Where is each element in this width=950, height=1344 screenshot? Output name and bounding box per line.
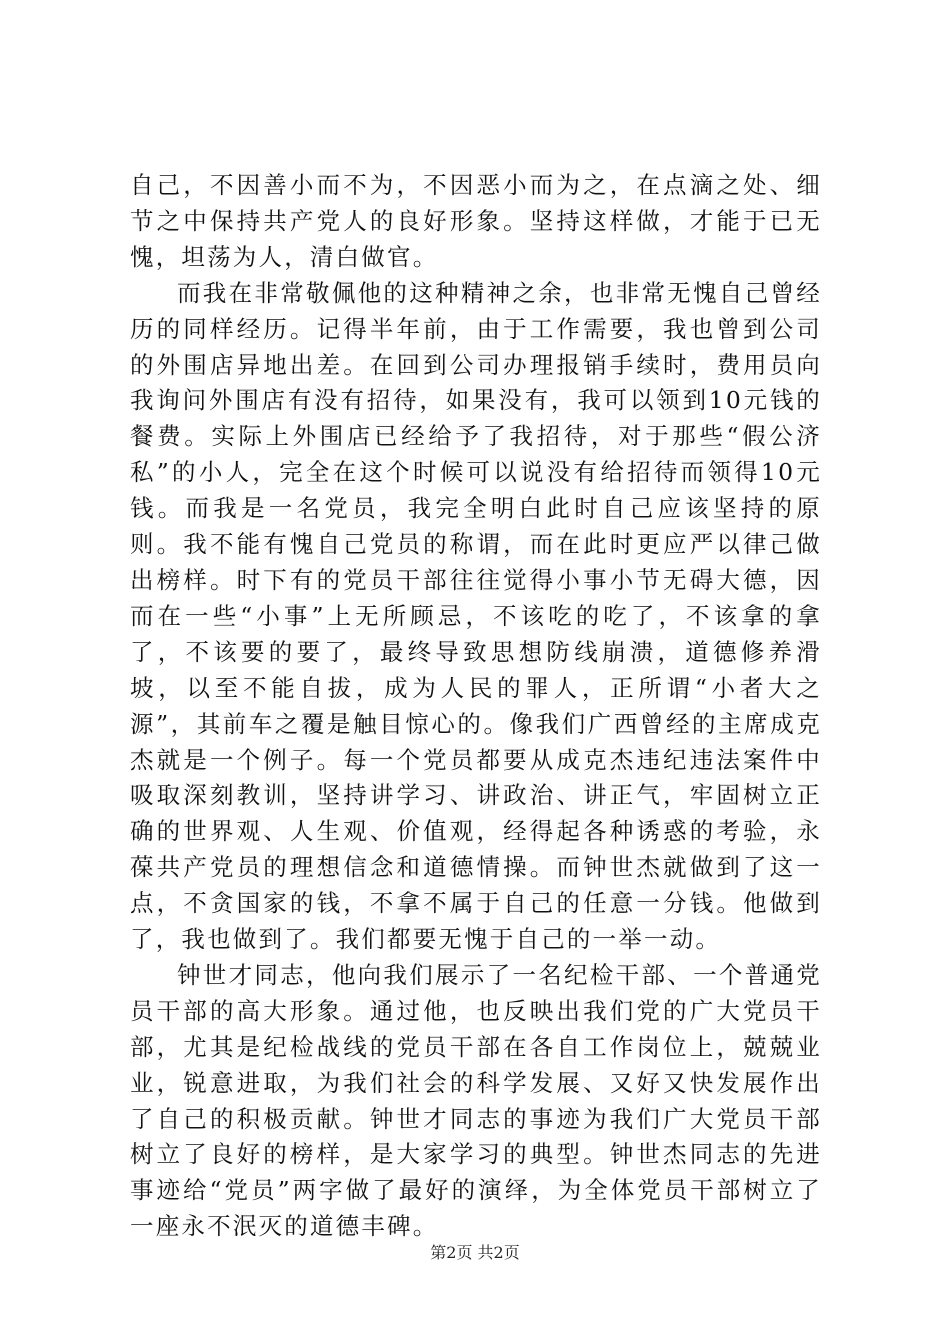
paragraph-conclusion: 钟世才同志，他向我们展示了一名纪检干部、一个普通党员干部的高大形象。通过他，也反映出我们党的广大党员干部，尤其是纪检战线的党员干部在各自工作岗位上，兢兢业业，锐意进取，为我们社会的科学发展、又好又快发展作出了自己的积极贡献。钟世才同志的事迹为我们广大党员干部树立了良好的榜样，是大家学习的典型。钟世杰同志的先进事迹给“党员”两字做了最好的演绎，为全体党员干部树立了一座永不泯灭的道德丰碑。: [130, 960, 822, 1241]
paragraph-continuation: 自己，不因善小而不为，不因恶小而为之，在点滴之处、细节之中保持共产党人的良好形象。坚持这样做，才能于已无愧，坦荡为人，清白做官。: [130, 171, 822, 271]
document-body: [130, 168, 822, 1245]
page-footer: 第2页 共2页: [430, 1243, 520, 1262]
paragraph-personal-experience: 而我在非常敬佩他的这种精神之余，也非常无愧自己曾经历的同样经历。记得半年前，由于工作需要，我也曾到公司的外围店异地出差。在回到公司办理报销手续时，费用员向我询问外围店有没有招待，如果没有，我可以领到10元钱的餐费。实际上外围店已经给予了我招待，对于那些“假公济私”的小人，完全在这个时候可以说没有给招待而领得10元钱。而我是一名党员，我完全明白此时自己应该坚持的原则。我不能有愧自己党员的称谓，而在此时更应严以律己做出榜样。时下有的党员干部往往觉得小事小节无碍大德，因而在一些“小事”上无所顾忌，不该吃的吃了，不该拿的拿了，不该要的要了，最终导致思想防线崩溃，道德修养滑坡，以至不能自拔，成为人民的罪人，正所谓“小者大之源”，其前车之覆是触目惊心的。像我们广西曾经的主席成克杰就是一个例子。每一个党员都要从成克杰违纪违法案件中吸取深刻教训，坚持讲学习、讲政治、讲正气，牢固树立正确的世界观、人生观、价值观，经得起各种诱惑的考验，永葆共产党员的理想信念和道德情操。而钟世杰就做到了这一点，不贪国家的钱，不拿不属于自己的任意一分钱。他做到了，我也做到了。我们都要无愧于自己的一举一动。: [130, 278, 822, 954]
